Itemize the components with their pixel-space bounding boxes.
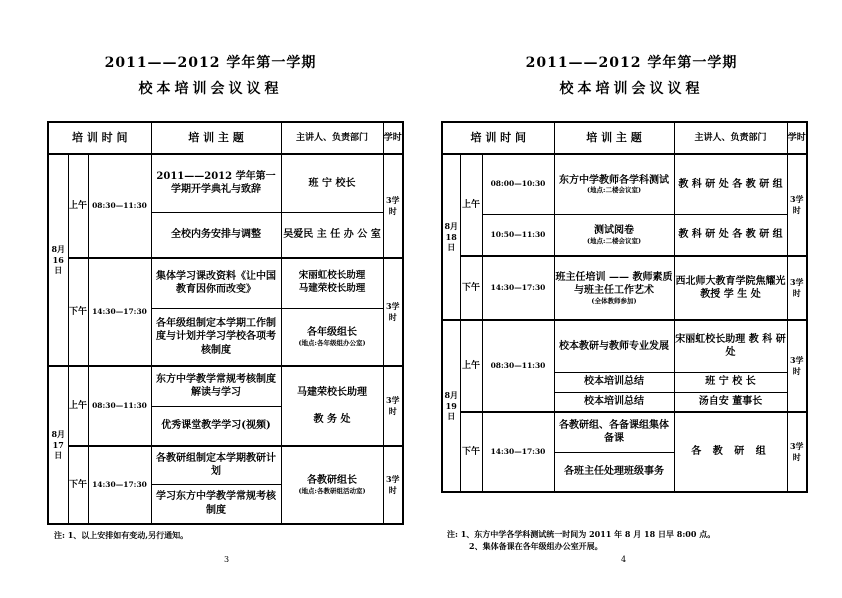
topic-cell: 2011——2012 学年第一学期开学典礼与致辞 [151,154,281,212]
speaker-cell: 西北师大教育学院焦耀光教授 学 生 处 [674,256,787,320]
time-slot: 08:30—11:30 [482,320,554,412]
hours-cell: 3学时 [787,412,807,492]
hours-cell: 3学时 [787,256,807,320]
am-label: 上午 [68,366,88,446]
page-title: 2011——2012 学年第一学期 [104,55,317,71]
topic-cell: 学习东方中学教学常规考核制度 [151,484,281,524]
topic-cell: 校本培训总结 [554,392,674,412]
speaker-cell: 吴爱民 主 任 办 公 室 [281,212,383,258]
hours-cell: 3学时 [383,366,403,446]
location-note: (地点:二楼会议室) [586,186,642,195]
time-slot: 08:30—11:30 [88,366,151,446]
topic-cell [554,154,674,214]
location-note: (地点:各年级组办公室) [298,338,366,347]
topic-cell: 全校内务安排与调整 [151,212,281,258]
speaker-cell [281,258,383,308]
topic-text: 测试阅卷 [594,225,634,237]
footnote: 2、集体备课在各年级组办公室开展。 [469,541,603,551]
header-time: 培 训 时 间 [48,122,151,154]
page-number: 3 [224,555,230,564]
hours-cell: 3学时 [383,446,403,524]
topic-cell: 东方中学教学常规考核制度解读与学习 [151,366,281,406]
schedule-table [47,121,404,525]
pm-label: 下午 [68,446,88,524]
topic-cell: 各教研组、各备课组集体备课 [554,412,674,452]
am-label: 上午 [460,320,482,412]
speaker-line: 宋丽虹校长助理 [298,270,366,282]
page-subtitle: 校本培训会议议程 [138,81,283,97]
hours-cell: 3学时 [787,320,807,412]
topic-text: 班主任培训 —— 教师素质与班主任工作艺术 [555,271,673,297]
page-title: 2011——2012 学年第一学期 [525,55,738,71]
speaker-cell: 汤自安 董事长 [674,392,787,412]
am-label: 上午 [68,154,88,258]
audience-note: (全体教师参加) [591,296,637,305]
speaker-cell [281,366,383,446]
pm-label: 下午 [68,258,88,366]
topic-cell [554,256,674,320]
date-cell: 8月19日 [442,320,460,492]
time-slot: 14:30—17:30 [482,256,554,320]
topic-cell: 校本教研与教师专业发展 [554,320,674,372]
location-note: (地点:各教研组活动室) [298,486,366,495]
speaker-line: 各教研组长 [307,475,357,487]
page-number: 4 [621,555,627,564]
header-hours: 学时 [787,122,807,154]
hours-cell: 3学时 [383,258,403,366]
am-label: 上午 [460,154,482,256]
time-slot: 14:30—17:30 [88,258,151,366]
pm-label: 下午 [460,412,482,492]
time-slot: 14:30—17:30 [482,412,554,492]
header-speaker: 主讲人、负责部门 [281,122,383,154]
topic-cell: 校本培训总结 [554,372,674,392]
speaker-cell: 教 科 研 处 各 教 研 组 [674,214,787,256]
schedule-table [441,121,808,493]
speaker-cell: 教 科 研 处 各 教 研 组 [674,154,787,214]
speaker-line: 各年级组长 [307,327,357,339]
topic-cell: 各年级组制定本学期工作制度与计划并学习学校各项考核制度 [151,308,281,366]
speaker-cell: 宋丽虹校长助理 教 科 研 处 [674,320,787,372]
topic-cell: 各班主任处理班级事务 [554,452,674,492]
speaker-cell: 各 教 研 组 [674,412,787,492]
speaker-cell [281,446,383,524]
hours-cell: 3学时 [787,154,807,256]
topic-cell [554,214,674,256]
header-topic: 培 训 主 题 [151,122,281,154]
header-time: 培 训 时 间 [442,122,554,154]
date-cell: 8月17日 [48,366,68,524]
speaker-cell [281,308,383,366]
hours-cell: 3学时 [383,154,403,258]
speaker-cell: 班 宁 校长 [281,154,383,212]
speaker-cell: 班 宁 校 长 [674,372,787,392]
topic-cell: 各教研组制定本学期教研计划 [151,446,281,484]
date-cell: 8月16日 [48,154,68,366]
time-slot: 08:00—10:30 [482,154,554,214]
header-topic: 培 训 主 题 [554,122,674,154]
time-slot: 14:30—17:30 [88,446,151,524]
header-hours: 学时 [383,122,403,154]
header-speaker: 主讲人、负责部门 [674,122,787,154]
page-subtitle: 校本培训会议议程 [559,81,704,97]
topic-cell: 集体学习课改资料《让中国教育因你而改变》 [151,258,281,308]
pm-label: 下午 [460,256,482,320]
time-slot: 08:30—11:30 [88,154,151,258]
speaker-line: 马建荣校长助理 [297,386,367,398]
location-note: (地点:二楼会议室) [586,236,642,245]
topic-cell: 优秀课堂教学学习(视频) [151,406,281,446]
speaker-line: 马建荣校长助理 [298,283,366,295]
page-right [421,0,842,598]
footnote: 注: 1、东方中学各学科测试统一时间为 2011 年 8 月 18 日早 8:00 点。 [447,529,716,539]
speaker-line: 教 务 处 [313,413,351,425]
time-slot: 10:50—11:30 [482,214,554,256]
footnote: 注: 1、以上安排如有变动,另行通知。 [54,530,189,540]
date-cell: 8月18日 [442,154,460,320]
topic-text: 东方中学教师各学科测试 [559,174,669,186]
